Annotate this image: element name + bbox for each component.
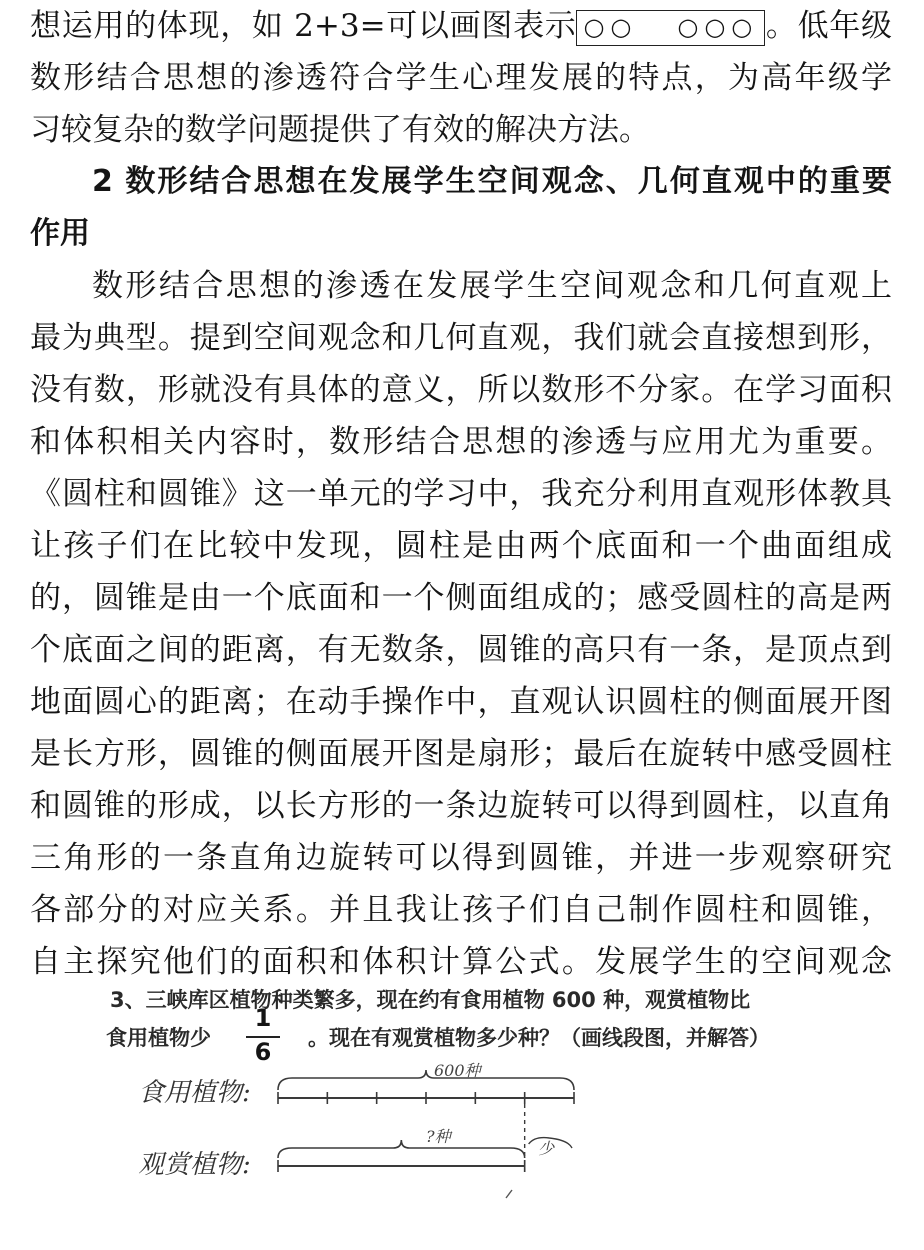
paragraph-line: 的，圆锥是由一个底面和一个侧面组成的；感受圆柱的高是两 <box>30 580 892 616</box>
dot-group-right: ○○○ <box>677 12 759 41</box>
brace-total <box>278 1070 574 1090</box>
label-ornamental-plants: 观赏植物: <box>138 1150 251 1180</box>
fraction-denominator: 6 <box>254 1038 272 1066</box>
note-unknown: ?种 <box>426 1127 451 1146</box>
paragraph-line: 和体积相关内容时，数形结合思想的渗透与应用尤为重要。 <box>30 424 892 460</box>
paragraph-line: 个底面之间的距离，有无数条，圆锥的高只有一条，是顶点到 <box>30 632 892 668</box>
text-line: 习较复杂的数学问题提供了有效的解决方法。 <box>30 112 650 148</box>
dot-diagram-box <box>576 10 765 46</box>
note-total: 600种 <box>434 1061 481 1080</box>
text-line: 数形结合思想的渗透符合学生心理发展的特点，为高年级学 <box>30 60 892 96</box>
brace-unknown <box>278 1140 525 1158</box>
worksheet-question-prefix: 食用植物少 <box>106 1026 211 1050</box>
paragraph-line: 和圆锥的形成，以长方形的一条边旋转可以得到圆柱，以直角 <box>30 788 892 824</box>
paragraph-line: 三角形的一条直角边旋转可以得到圆锥，并进一步观察研究 <box>30 840 892 876</box>
section-heading-cont: 作用 <box>30 216 90 251</box>
label-edible-plants: 食用植物: <box>138 1078 251 1108</box>
stray-mark <box>506 1190 512 1198</box>
paragraph-line: 数形结合思想的渗透在发展学生空间观念和几何直观上 <box>92 268 892 304</box>
segment-diagram <box>60 960 880 1250</box>
paragraph-line: 地面圆心的距离；在动手操作中，直观认识圆柱的侧面展开图 <box>30 684 892 720</box>
paragraph-line: 没有数，形就没有具体的意义，所以数形不分家。在学习面积 <box>30 372 892 408</box>
paragraph-line: 最为典型。提到空间观念和几何直观，我们就会直接想到形， <box>30 320 892 356</box>
paragraph-line: 《圆柱和圆锥》这一单元的学习中，我充分利用直观形体教具 <box>30 476 892 512</box>
fraction-numerator: 1 <box>254 1004 272 1032</box>
worksheet-photo <box>60 960 880 1250</box>
article-body <box>30 0 892 988</box>
worksheet-question: 3、三峡库区植物种类繁多，现在约有食用植物 600 种，观赏植物比 <box>110 988 751 1012</box>
brace-less <box>529 1138 572 1148</box>
note-less: 少 <box>538 1139 555 1158</box>
dot-group-left: ○○ <box>583 12 638 41</box>
text-line <box>30 0 892 52</box>
worksheet-question-suffix: 。现在有观赏植物多少种？（画线段图，并解答） <box>308 1026 770 1050</box>
paragraph-line: 让孩子们在比较中发现，圆柱是由两个底面和一个曲面组成 <box>30 528 892 564</box>
text-fragment: 。低年级 <box>765 8 892 44</box>
paragraph-line: 是长方形，圆锥的侧面展开图是扇形；最后在旋转中感受圆柱 <box>30 736 892 772</box>
paragraph-line: 各部分的对应关系。并且我让孩子们自己制作圆柱和圆锥， <box>30 892 892 928</box>
text-fragment: 想运用的体现，如 2+3=可以画图表示 <box>30 8 577 44</box>
section-heading: 2 数形结合思想在发展学生空间观念、几何直观中的重要 <box>92 164 892 199</box>
paragraph-line: 自主探究他们的面积和体积计算公式。发展学生的空间观念 <box>30 944 892 980</box>
